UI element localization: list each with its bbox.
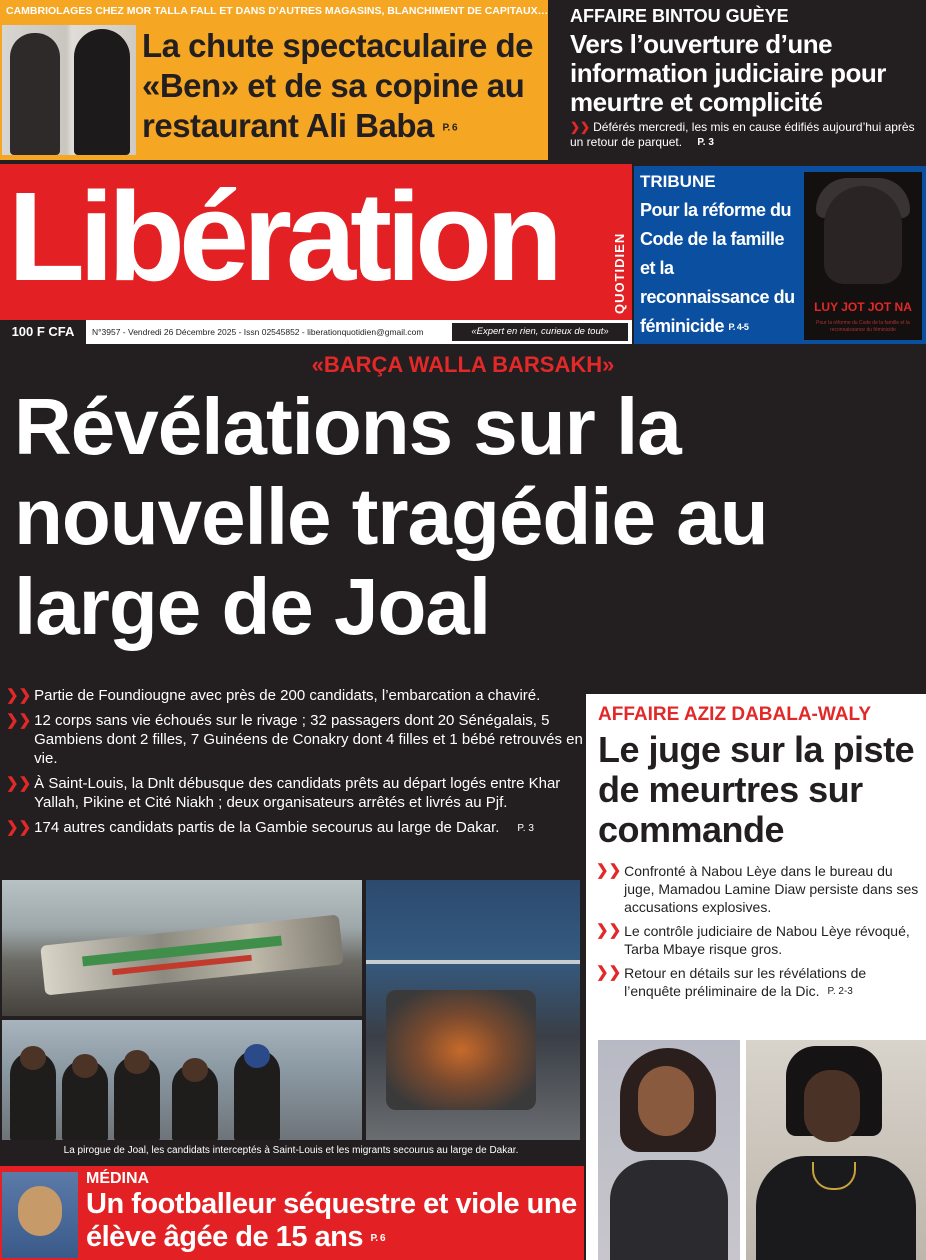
photo-caption: La pirogue de Joal, les candidats interceptés à Saint-Louis et les migrants secourus au large de Dakar. — [2, 1140, 580, 1162]
masthead — [0, 164, 632, 344]
tribune-box[interactable] — [634, 166, 926, 344]
list-item: ❯❯ Partie de Foundiougne avec près de 200 candidats, l’embarcation a chaviré. — [6, 687, 541, 704]
arrow-icon: ❯❯ — [6, 819, 32, 836]
page-reference: P. 3 — [697, 137, 714, 149]
couple-photo — [2, 25, 136, 155]
tribune-headline: Pour la réforme du Code de la famille et la reconnaissance du féminicide P. 4-5 — [640, 200, 795, 336]
arrow-icon: ❯❯ — [596, 922, 622, 939]
book-subtitle: Pour la réforme du Code de la famille et la reconnaissance du féminicide — [816, 320, 910, 333]
teaser-kicker: AFFAIRE BINTOU GUÈYE — [570, 6, 789, 26]
newspaper-logo: Libération — [8, 166, 558, 307]
arrow-icon: ❯❯ — [6, 687, 32, 704]
aziz-dabala-story[interactable] — [586, 694, 926, 1260]
book-cover-image — [804, 172, 922, 340]
story-kicker: AFFAIRE AZIZ DABALA-WALY — [598, 704, 872, 725]
arrow-icon: ❯❯ — [6, 775, 32, 792]
arrow-icon: ❯❯ — [596, 964, 622, 981]
main-story-photos — [2, 880, 580, 1140]
page-reference: P. 4-5 — [728, 321, 749, 332]
intercepted-candidates-photo — [2, 1020, 362, 1140]
footballer-thumbnail — [2, 1172, 78, 1258]
list-item: ❯❯ Retour en détails sur les révélations de l’enquête préliminaire de la Dic. P. 2-3 — [596, 964, 922, 1001]
arrow-icon: ❯❯ — [570, 120, 591, 134]
teaser-bintou-gueye[interactable] — [560, 0, 926, 160]
tribune-kicker: TRIBUNE — [640, 172, 716, 191]
issue-info-bar — [0, 320, 632, 344]
newspaper-motto: «Expert en rien, curieux de tout» — [452, 323, 628, 341]
teaser-kicker: CAMBRIOLAGES CHEZ MOR TALLA FALL ET DANS D’AUTRES MAGASINS, BLANCHIMENT DE CAPITAUX… — [6, 5, 549, 17]
teaser-ben-story[interactable] — [0, 0, 548, 160]
page-reference: P. 2-3 — [827, 986, 853, 998]
rescued-migrants-photo — [366, 880, 580, 1140]
teaser-headline: Un footballeur séquestre et viole une élève âgée de 15 ans P. 6 — [86, 1188, 577, 1253]
pirogue-photo — [2, 880, 362, 1016]
story-headline: Le juge sur la piste de meurtres sur commande — [598, 729, 915, 850]
page-reference: P. 6 — [442, 122, 458, 134]
man-portrait — [746, 1040, 926, 1260]
teaser-headline: Vers l’ouverture d’une information judiciaire pour meurtre et complicité — [570, 29, 886, 117]
page-reference: P. 6 — [370, 1232, 386, 1244]
book-title: LUY JOT JOT NA — [814, 300, 912, 314]
arrow-icon: ❯❯ — [6, 712, 32, 729]
list-item: ❯❯ À Saint-Louis, la Dnlt débusque des candidats prêts au départ logés entre Khar Yallah, Pikine et Cité Niakh ; deux organisateurs arrêtés et livrés au Pjf. — [6, 775, 561, 811]
teaser-summary: ❯❯ Déférés mercredi, les mis en cause édifiés aujourd’hui après un retour de parquet. P. 3 — [570, 120, 915, 149]
teaser-medina[interactable] — [0, 1166, 584, 1260]
list-item: ❯❯ Confronté à Nabou Lèye dans le bureau du juge, Mamadou Lamine Diaw persiste dans ses accusations explosives. — [596, 862, 919, 915]
price-tag: 100 F CFA — [0, 320, 86, 344]
main-story-headline[interactable]: Révélations sur la nouvelle tragédie au large de Joal — [14, 382, 768, 651]
issue-details: N°3957 - Vendredi 26 Décembre 2025 - Issn 02545852 - liberationquotidien@gmail.com — [92, 327, 424, 337]
list-item: ❯❯ 12 corps sans vie échoués sur le rivage ; 32 passagers dont 20 Sénégalais, 5 Gambiens dont 2 filles, 7 Guinéens de Conakry dont 4 filles et 1 bébé retrouvés en vie. — [6, 712, 583, 767]
main-story-bullets — [6, 686, 586, 844]
list-item: ❯❯ Le contrôle judiciaire de Nabou Lèye révoqué, Tarba Mbaye risque gros. — [596, 922, 910, 957]
woman-portrait — [598, 1040, 740, 1260]
logo-tagline: QUOTIDIEN — [612, 232, 627, 314]
main-story-kicker: «BARÇA WALLA BARSAKH» — [311, 352, 615, 377]
arrow-icon: ❯❯ — [596, 862, 622, 879]
teaser-kicker: MÉDINA — [86, 1170, 150, 1187]
list-item: ❯❯ 174 autres candidats partis de la Gambie secourus au large de Dakar. P. 3 — [6, 819, 534, 836]
story-bullets — [596, 862, 922, 1007]
teaser-headline: La chute spectaculaire de «Ben» et de sa copine au restaurant Ali Baba P. 6 — [142, 27, 533, 144]
page-reference: P. 3 — [517, 822, 534, 834]
